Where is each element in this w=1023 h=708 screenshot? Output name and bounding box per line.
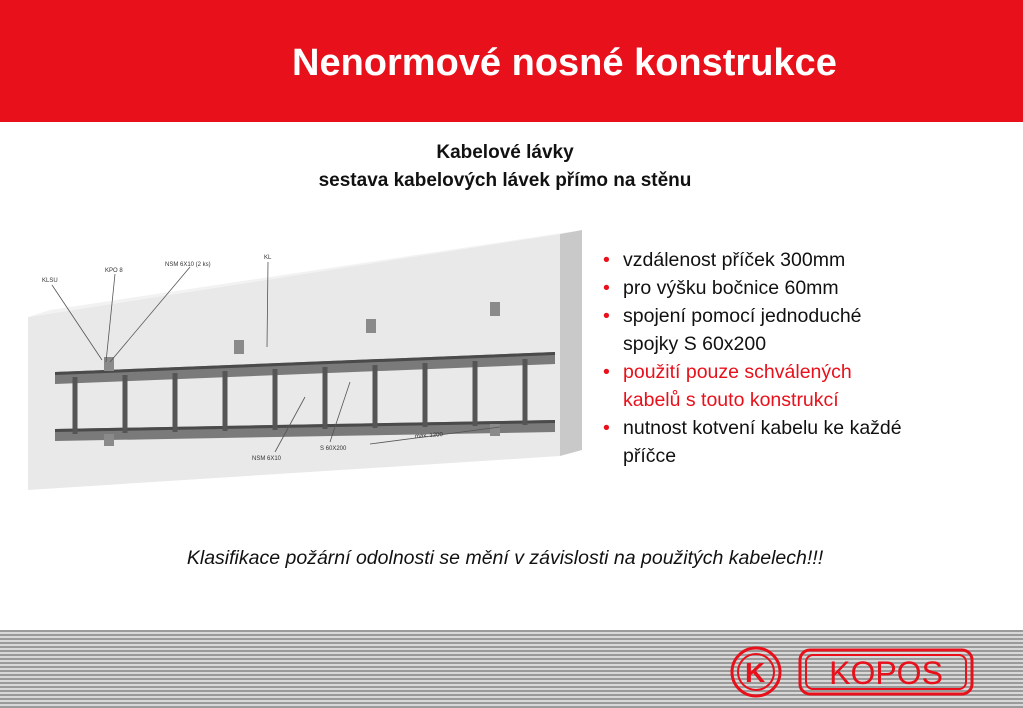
bullet-dot: •	[603, 249, 610, 271]
page-title: Nenormové nosné konstrukce	[292, 42, 837, 84]
bullet-item	[603, 302, 1003, 358]
bullet-line: nutnost kotvení kabelu ke každé	[623, 417, 902, 439]
subtitle-line2: sestava kabelových lávek přímo na stěnu	[318, 170, 692, 191]
bullet-line: vzdálenost příček 300mm	[623, 249, 846, 271]
label-kpo: KPO 8	[105, 268, 123, 274]
bullet-line: příčce	[623, 445, 677, 467]
label-nsm-bottom: NSM 6X10	[252, 456, 282, 462]
subtitle-line1: Kabelové lávky	[436, 142, 574, 163]
bullet-item	[603, 358, 1003, 414]
bullet-line: kabelů s touto konstrukcí	[623, 389, 839, 411]
label-s60: S 60X200	[320, 446, 347, 452]
bracket	[490, 302, 500, 316]
wall-right-face	[560, 230, 582, 456]
kopos-logo	[730, 644, 975, 700]
header-bar	[0, 0, 1023, 122]
logo-k-glyph: K	[745, 657, 766, 688]
bullet-item	[603, 274, 1003, 302]
label-nsm-top: NSM 6X10 (2 ks)	[165, 262, 211, 268]
bullet-dot: •	[603, 277, 610, 299]
bullet-text	[623, 414, 902, 470]
bullet-dot: •	[603, 361, 610, 383]
bullet-text	[623, 358, 852, 414]
label-klsu: KLSU	[42, 278, 58, 284]
bullet-line: spojky S 60x200	[623, 333, 767, 355]
bullet-text	[623, 246, 845, 274]
bullet-item	[603, 414, 1003, 470]
bullet-dot: •	[603, 305, 610, 327]
bullet-text	[623, 302, 862, 358]
bullet-text	[623, 274, 839, 302]
bullet-item	[603, 246, 1003, 274]
bullet-dot: •	[603, 417, 610, 439]
bracket	[234, 340, 244, 354]
fire-resistance-note: Klasifikace požární odolnosti se mění v závislosti na použitých kabelech!!!	[186, 547, 824, 569]
bullet-line: spojení pomocí jednoduché	[623, 305, 862, 327]
bullet-list	[603, 246, 1003, 470]
bullet-line: použití pouze schválených	[623, 361, 852, 383]
bracket	[490, 424, 500, 436]
cable-ladder-diagram	[20, 222, 590, 492]
label-max: max. 1200	[414, 432, 444, 440]
bullet-line: pro výšku bočnice 60mm	[623, 277, 839, 299]
bracket	[366, 319, 376, 333]
label-kl: KL	[264, 255, 272, 261]
logo-wordmark: KOPOS	[829, 655, 943, 691]
bracket	[104, 434, 114, 446]
